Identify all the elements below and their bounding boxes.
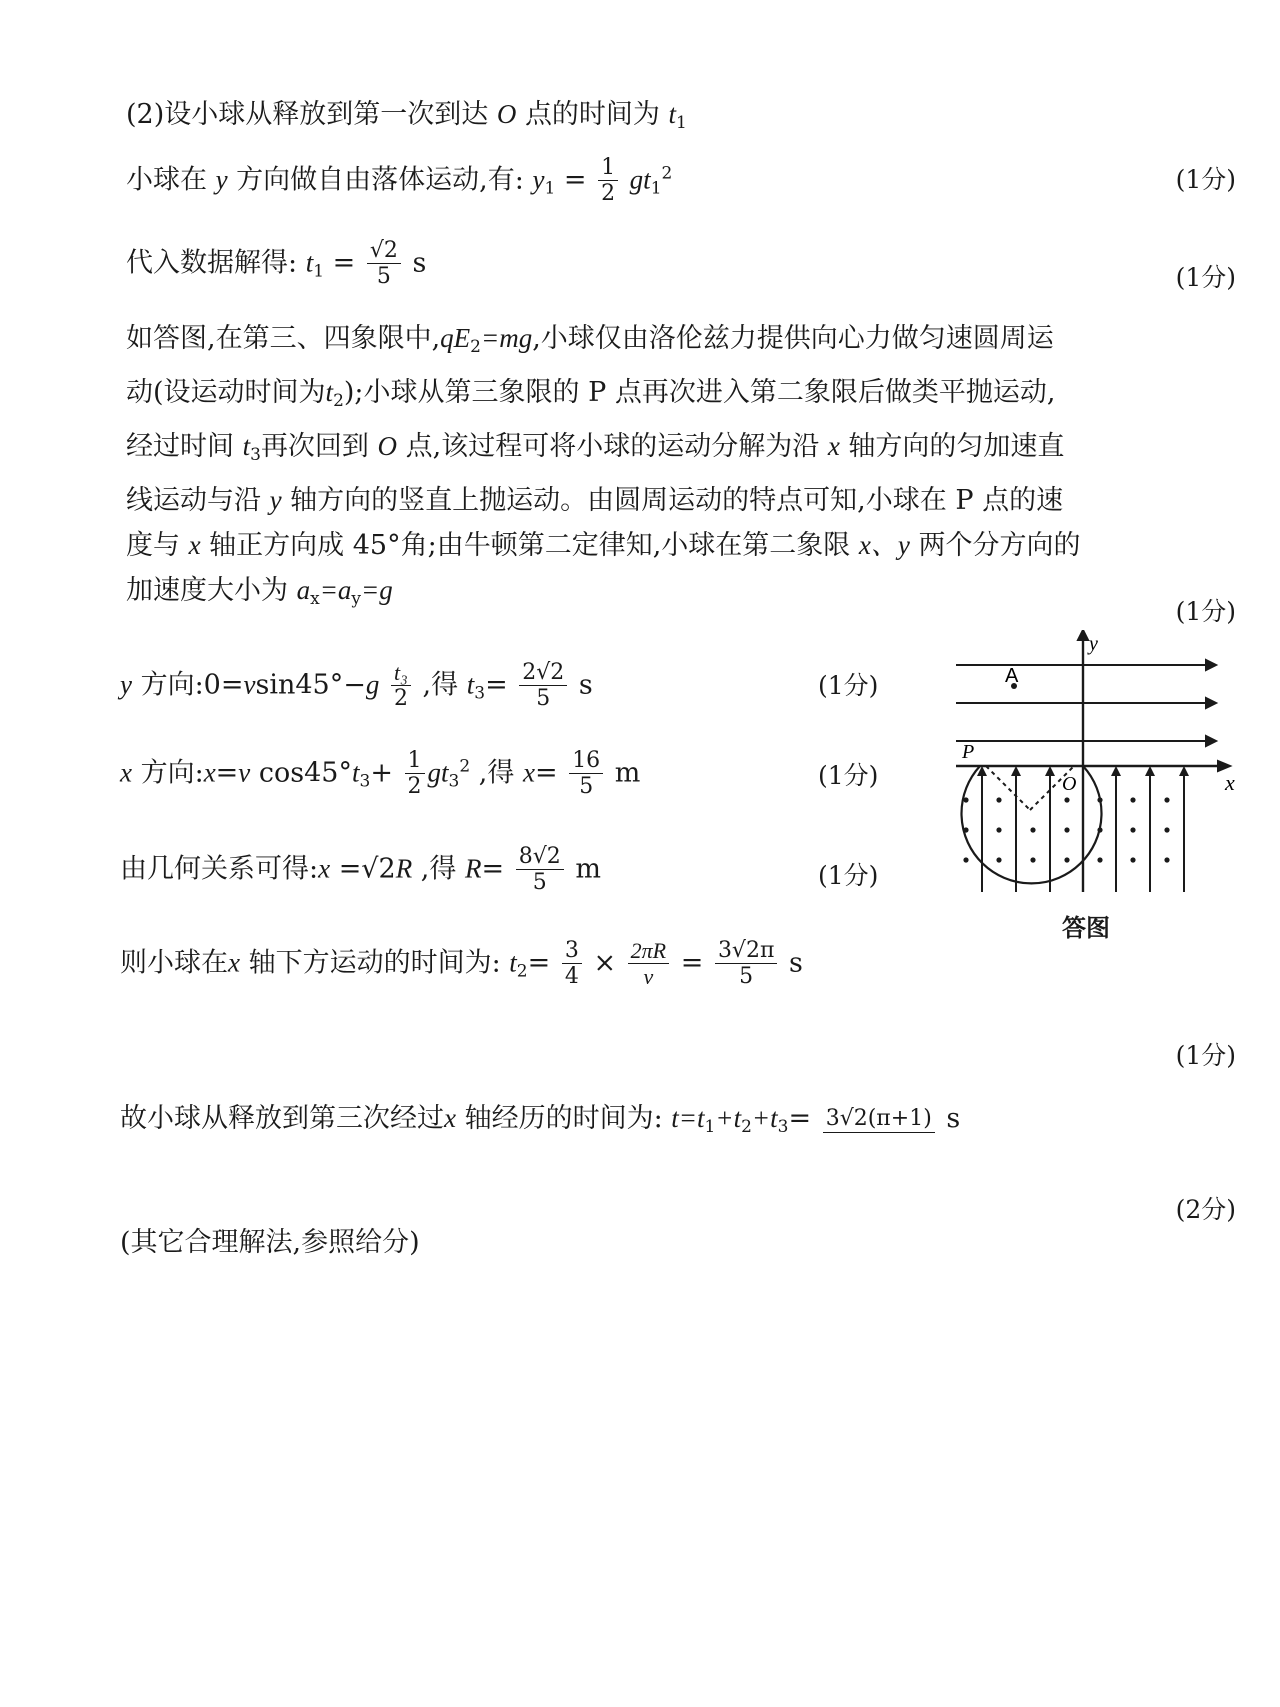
field-dot [963, 797, 968, 802]
x-axis-label: x [1225, 770, 1235, 795]
arrow-head [1011, 766, 1021, 776]
arrow-head [1145, 766, 1155, 776]
arrow-head [1045, 766, 1055, 776]
x-direction-equation: x 方向:x=v $\cos 45^\circ t_3+$ $\frac{1}{2}$ $gt_3^2$ ,得 x= $\frac{16}{5}$ m [120, 748, 641, 800]
field-dot [1164, 857, 1169, 862]
arrow-head [1206, 660, 1216, 670]
field-dot [1130, 827, 1135, 832]
t1-result: 代入数据解得: $t_1$ = $\frac{√2}{5}$ s [126, 238, 427, 290]
field-dot [963, 857, 968, 862]
field-dot [996, 857, 1001, 862]
origin-label: O [1062, 773, 1077, 795]
score-label: (2分) [1175, 1195, 1236, 1224]
footnote: (其它合理解法,参照给分) [120, 1227, 420, 1258]
field-dot [1030, 857, 1035, 862]
score-label: (1分) [818, 761, 879, 790]
y-direction-equation: y 方向:0=vsin45°−g $\frac{\text{t₃}}{2}$ ,得 $t_3=$ $\frac{2√2}{5}$ s [120, 660, 593, 712]
y-axis-arrow [1078, 630, 1088, 640]
field-dot [1130, 857, 1135, 862]
field-dot [1164, 827, 1169, 832]
field-dot [1097, 857, 1102, 862]
radius-line [986, 766, 1030, 810]
solution-line-part2: (2)设小球从释放到第一次到达 O 点的时间为 $t_1$ [126, 99, 687, 133]
field-dot [1164, 797, 1169, 802]
score-label: (1分) [1175, 165, 1236, 194]
y-axis-label: y [1089, 633, 1098, 655]
field-dot [1097, 797, 1102, 802]
field-dot [963, 827, 968, 832]
field-dot [996, 827, 1001, 832]
field-dot [1130, 797, 1135, 802]
t2-equation: 则小球在x 轴下方运动的时间为: $t_2=$ $\frac{3}{4}$ × $\frac{2\pi R}{v}$ = $\frac{3√2\pi}{5}$ s [120, 938, 803, 990]
explanation-paragraph: 如答图,在第三、四象限中$,qE_2=mg$,小球仅由洛伦兹力提供向心力做匀速圆周运 动(设运动时间为$t_2$);小球从第三象限的 P 点再次进入第二象限后做类平抛运动, 经过时间 $t_3$再次回到 O 点,该过程可将小球的运动分解为沿 x 轴方向的匀加速直 线运动与沿 y 轴方向的竖直上抛运动。由圆周运动的特点可知,小球在 P 点的速 度与 x 轴正方向成 45°角;由牛顿第二定律知,小球在第二象限 x、y 两个分方向的 加速度大小为 $a_x=a_y=g$ [126, 323, 1081, 609]
field-dot [996, 797, 1001, 802]
score-label: (1分) [818, 861, 879, 890]
total-time-equation: 故小球从释放到第三次经过x 轴经历的时间为: $t=t_1+t_2+t_3=$ 3√2(π+1) s [120, 1103, 961, 1137]
arrow-head [1206, 698, 1216, 708]
arrow-head [1179, 766, 1189, 776]
field-dot [1064, 827, 1069, 832]
arrow-head [1206, 736, 1216, 746]
field-dot [1097, 827, 1102, 832]
point-p-label: P [962, 741, 975, 763]
free-fall-equation: 小球在 y 方向做自由落体运动,有: $y_1$ = $\frac{1}{2}$ $gt_1^2$ [126, 155, 673, 207]
score-label: (1分) [1175, 1041, 1236, 1070]
field-dot [1064, 797, 1069, 802]
arrow-head [1111, 766, 1121, 776]
score-label: (1分) [818, 671, 879, 700]
score-label: (1分) [1175, 597, 1236, 626]
geometry-equation: 由几何关系可得:x =√2R ,得 R= $\frac{8√2}{5}$ m [120, 844, 601, 896]
point-a-label: A [1005, 665, 1019, 687]
answer-diagram [950, 630, 1240, 900]
field-dot [1030, 827, 1035, 832]
diagram-caption: 答图 [1062, 914, 1110, 942]
field-dot [1064, 857, 1069, 862]
score-label: (1分) [1175, 263, 1236, 292]
